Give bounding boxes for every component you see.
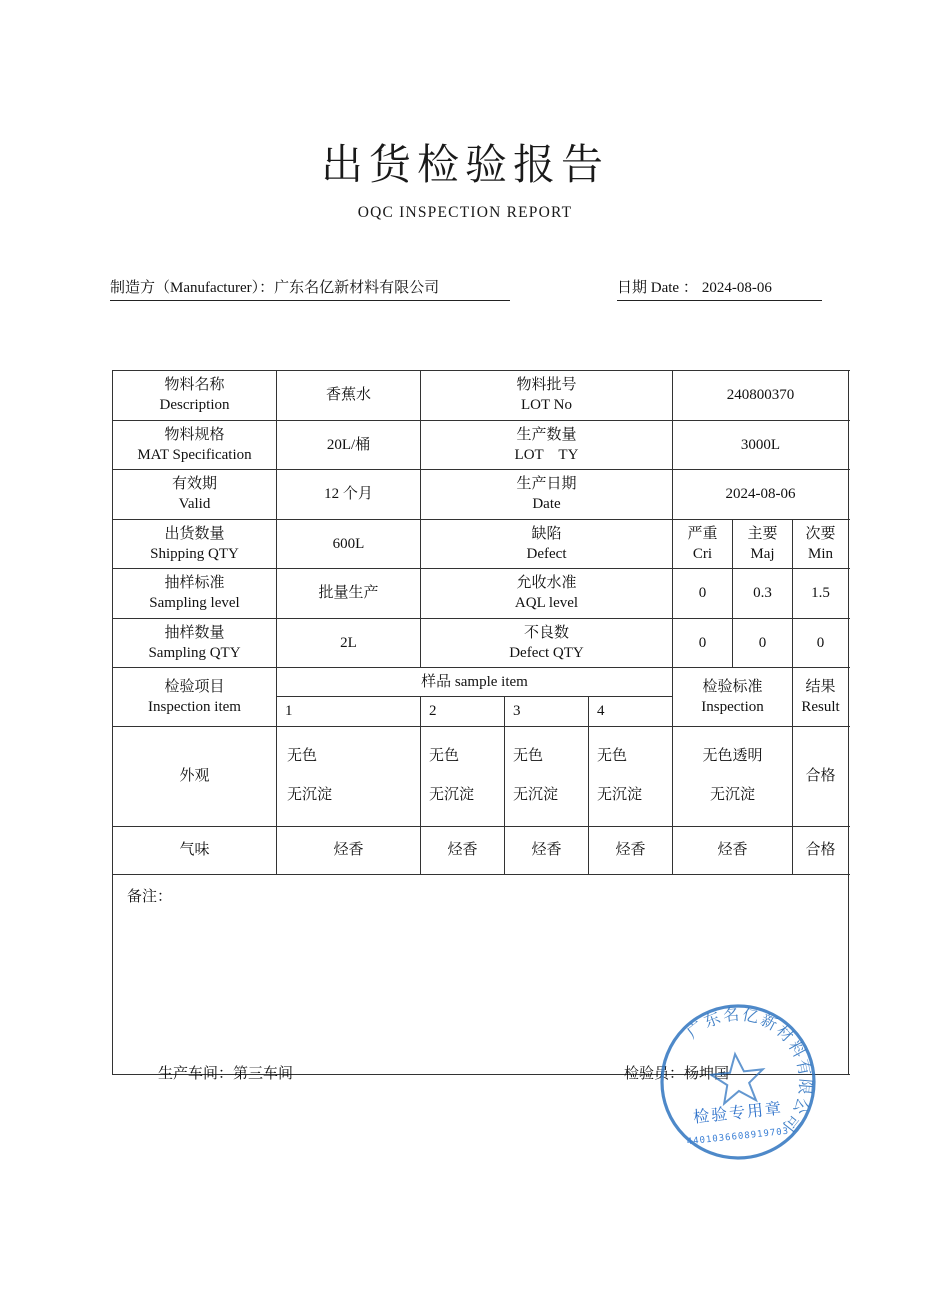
description-en: Description xyxy=(159,397,230,414)
manufacturer-value: 广东名亿新材料有限公司 xyxy=(274,280,440,296)
report-table-wrap xyxy=(112,370,848,1075)
sample-1-line2: 无沉淀 xyxy=(287,787,333,803)
table-row xyxy=(113,618,849,668)
table-row xyxy=(113,420,849,470)
sample-2-line1: 无色 xyxy=(429,748,460,764)
header-row xyxy=(110,276,822,298)
cell-defect-qty-min: 0 xyxy=(793,618,849,668)
date-label: 日期 Date ： xyxy=(617,280,698,296)
table-row xyxy=(113,826,849,874)
cell-aql-cri: 0 xyxy=(673,569,733,619)
lotno-zh: 物料批号 xyxy=(516,377,577,393)
cell-inspection-item-label xyxy=(113,668,277,727)
cell-remarks: 备注： xyxy=(113,874,849,1074)
cell-sample-1 xyxy=(277,726,421,826)
cell-result-value: 合格 xyxy=(793,826,849,874)
date-value: 2024-08-06 xyxy=(701,280,772,296)
table-row xyxy=(113,874,849,1074)
cell-result-value: 合格 xyxy=(793,726,849,826)
maj-en: Maj xyxy=(750,545,775,562)
sampling-qty-zh: 抽样数量 xyxy=(164,624,225,641)
sample-3-line2: 无沉淀 xyxy=(513,787,559,803)
cell-sample-2 xyxy=(421,726,505,826)
cell-sampling-level-value: 批量生产 xyxy=(277,569,421,619)
cell-aql-maj: 0.3 xyxy=(733,569,793,619)
min-en: Min xyxy=(807,545,833,562)
valid-en: Valid xyxy=(178,496,211,513)
cell-sample-col-4: 4 xyxy=(589,697,673,726)
cell-sample-1: 烃香 xyxy=(277,826,421,874)
cell-sample-col-1: 1 xyxy=(277,697,421,726)
matspec-en: MAT Specification xyxy=(137,446,252,463)
sampling-level-en: Sampling level xyxy=(149,595,240,612)
stamp-code: 4401036608919703 xyxy=(686,1126,790,1148)
workshop-line: 生产车间：第三车间 xyxy=(158,1064,294,1082)
result-en: Result xyxy=(801,698,840,715)
cell-sample-3: 烃香 xyxy=(505,826,589,874)
cell-result-label xyxy=(793,668,849,727)
cell-shipqty-label xyxy=(113,519,277,569)
manufacturer-line xyxy=(110,276,510,301)
cell-sampling-level-label xyxy=(113,569,277,619)
defect-qty-en: Defect QTY xyxy=(509,644,584,661)
table-row xyxy=(113,726,849,826)
sampling-level-zh: 抽样标准 xyxy=(164,575,225,591)
table-row xyxy=(113,668,849,697)
sample-2-line2: 无沉淀 xyxy=(429,787,475,803)
cri-en: Cri xyxy=(692,545,713,562)
date-line xyxy=(617,276,822,301)
cell-lotqty-value: 3000L xyxy=(673,420,849,470)
cell-defect-min-header xyxy=(793,519,849,569)
aql-zh: 允收水准 xyxy=(516,575,577,591)
standard-zh: 检验标准 xyxy=(702,678,763,695)
cell-lotno-value: 240800370 xyxy=(673,371,849,421)
cell-description-value: 香蕉水 xyxy=(277,371,421,421)
sample-4-line2: 无沉淀 xyxy=(597,787,643,803)
cell-shipqty-value: 600L xyxy=(277,519,421,569)
stamp-ring-text: 广东名亿新材料有限公司 xyxy=(683,1004,816,1137)
cell-sampling-qty-label xyxy=(113,618,277,668)
cell-sample-4 xyxy=(589,726,673,826)
lotno-en: LOT No xyxy=(521,397,572,414)
aql-en: AQL level xyxy=(514,595,579,612)
cri-zh: 严重 xyxy=(687,525,718,542)
description-zh: 物料名称 xyxy=(164,377,225,393)
valid-zh: 有效期 xyxy=(171,476,217,492)
report-table xyxy=(112,370,849,1075)
table-row xyxy=(113,371,849,421)
inspection-item-en: Inspection item xyxy=(148,698,241,715)
cell-aql-label xyxy=(421,569,673,619)
table-row xyxy=(113,519,849,569)
lotqty-en: LOT TY xyxy=(514,446,579,463)
cell-defect-qty-label xyxy=(421,618,673,668)
cell-valid-label xyxy=(113,470,277,520)
matspec-zh: 物料规格 xyxy=(164,426,225,443)
result-zh: 结果 xyxy=(805,678,836,695)
cell-inspection-row-name: 气味 xyxy=(113,826,277,874)
page-subtitle: OQC INSPECTION REPORT xyxy=(357,204,573,221)
min-zh: 次要 xyxy=(805,525,836,542)
page-title: 出货检验报告 xyxy=(320,140,609,189)
cell-defect-qty-cri: 0 xyxy=(673,618,733,668)
cell-description-label xyxy=(113,371,277,421)
standard-line2: 无沉淀 xyxy=(709,787,755,803)
table-row xyxy=(113,569,849,619)
standard-line1: 无色透明 xyxy=(702,748,763,764)
cell-standard-value xyxy=(673,726,793,826)
manufacturer-label: 制造方（Manufacturer）： xyxy=(110,280,275,296)
shipqty-zh: 出货数量 xyxy=(164,525,225,542)
footer-row xyxy=(112,1062,848,1086)
cell-standard-value: 烃香 xyxy=(673,826,793,874)
stamp-bottom-text: 检验专用章 xyxy=(692,1098,784,1127)
cell-valid-value: 12 个月 xyxy=(277,470,421,520)
cell-aql-min: 1.5 xyxy=(793,569,849,619)
cell-defect-cri-header xyxy=(673,519,733,569)
cell-sample-col-3: 3 xyxy=(505,697,589,726)
cell-sampling-qty-value: 2L xyxy=(277,618,421,668)
shipqty-en: Shipping QTY xyxy=(150,545,239,562)
cell-standard-label xyxy=(673,668,793,727)
cell-lotqty-label xyxy=(421,420,673,470)
lotqty-zh: 生产数量 xyxy=(516,426,577,443)
standard-en: Inspection xyxy=(701,698,764,715)
table-row xyxy=(113,470,849,520)
cell-matspec-label xyxy=(113,420,277,470)
cell-sample-4: 烃香 xyxy=(589,826,673,874)
cell-inspection-row-name: 外观 xyxy=(113,726,277,826)
cell-sample-2: 烃香 xyxy=(421,826,505,874)
inspection-item-zh: 检验项目 xyxy=(164,678,225,695)
sample-1-line1: 无色 xyxy=(287,748,318,764)
cell-proddate-value: 2024-08-06 xyxy=(673,470,849,520)
cell-defect-qty-maj: 0 xyxy=(733,618,793,668)
maj-zh: 主要 xyxy=(747,525,778,542)
cell-sample-3 xyxy=(505,726,589,826)
defect-qty-zh: 不良数 xyxy=(523,624,569,641)
cell-sample-item-header: 样品 sample item xyxy=(277,668,673,697)
cell-proddate-label xyxy=(421,470,673,520)
cell-matspec-value: 20L/桶 xyxy=(277,420,421,470)
defect-en: Defect xyxy=(526,545,567,562)
sampling-qty-en: Sampling QTY xyxy=(148,644,241,661)
sample-4-line1: 无色 xyxy=(597,748,628,764)
sample-3-line1: 无色 xyxy=(513,748,544,764)
proddate-en: Date xyxy=(532,496,561,513)
cell-defect-label xyxy=(421,519,673,569)
cell-sample-col-2: 2 xyxy=(421,697,505,726)
defect-zh: 缺陷 xyxy=(531,525,562,542)
inspector-line: 检验员：杨坤国 xyxy=(624,1064,730,1082)
cell-defect-maj-header xyxy=(733,519,793,569)
cell-lotno-label xyxy=(421,371,673,421)
proddate-zh: 生产日期 xyxy=(516,476,577,492)
